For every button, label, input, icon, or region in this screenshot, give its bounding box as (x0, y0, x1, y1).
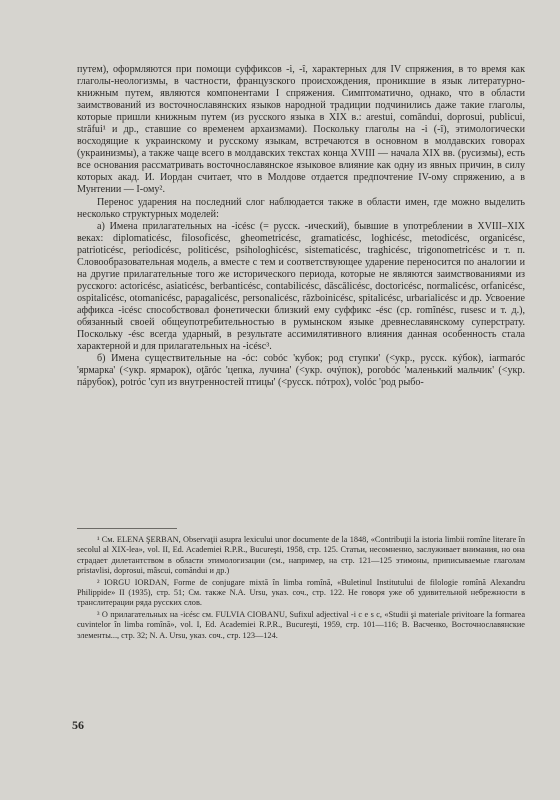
paragraph-4: б) Имена существительные на -óc: cobóc 'кубок; род ступки' (<укр., русск. кýбок), iarmaróc 'ярмарка' (<укр. ярмарок), oţăróc 'цепка, лучина' (<укр. очýпок), porobóc 'маленький мальчик' (<укр. пáрубок), potróc 'суп из внутренностей птицы' (<русск. пóтрох), volóc 'род рыбо- (77, 353, 525, 389)
footnotes (77, 535, 525, 642)
paragraph-3: а) Имена прилагательных на -icésc (= русск. -ический), бывшие в употреблении в XVIII–XIX веках: diplomaticésc, filosoficésc, gheometricésc, gramaticésc, loghicésc, metodicésc, organicésc, patrioticésc, periodicésc, politicésc, psiholoɡhicésc, sistematicésc, traghicésc, trigonometricésc и т. п. Словообразовательная модель, а вместе с тем и соответствующее ударение переносится по аналогии и на другие прилагательные того же исторического периода, которые не являются заимствованиями из русского: actoricésc, asiaticésc, berbanticésc, contabilicésc, dăscălicésc, doctoricésc, normalicésc, orfanicésc, ospitalicésc, otomanicésc, papagalicésc, personalicésc, războinicésc, spitalicésc, urbarialicésc и др. Усвоение аффикса -icésc способствовал фонетически близкий ему суффикс -ésc (ср. romînésc, rusesc и т. д.), обязанный своей общеупотребительностью в румынском языке древнеславянскому суперстрату. Поскольку -ésc всегда ударный, в результате ассимилятивного влияния данная особенность стала характерной и для прилагательных на -icésc³. (77, 220, 525, 353)
main-text (77, 64, 525, 389)
footnote-divider (77, 528, 177, 529)
footnote-2: ² IORGU IORDAN, Forme de conjugare mixtă în limba romînă, «Buletinul Institutului de filologie romînă Alexandru Philippide» II (1935), стр. 51; См. также N.A. Ursu, указ. соч., стр. 122. Не говоря уже об удивительной небрежности в транслитерации ряда русских слов. (77, 577, 525, 608)
paragraph-1: путем), оформляются при помощи суффиксов -i, -î, характерных для IV спряжения, в то время как глаголы-неологизмы, в частности, французского происхождения, проникшие в язык литературно-книжным путем, являются компонентами I спряжения. Симптоматично, однако, что в области заимствований из восточнославянских языков народной традиции подчинились даже такие глаголы, которые пришли книжным путем (из русского языка в XIX в.: arestui, comăndui, doprosui, publicui, străfui¹ и др., ставшие со временем архаизмами). Поскольку глаголы на -i (-î), этимологически восходящие к украинскому и русскому языкам, встречаются в основном в молдавских говорах (украинизмы), а также чаще всего в молдавских текстах конца XVIII — начала XIX вв. (русизмы), есть все основания рассматривать восточнославянское языковое влияние как одну из явных причин, в силу которых акад. И. Иордан считает, что в Молдове отдается предпочтение IV-ому спряжению, а в Мунтении — I-ому². (77, 64, 525, 196)
footnote-1: ¹ См. ELENA ŞERBAN, Observaţii asupra lexicului unor documente de la 1848, «Contribuţii la istoria limbii romîne literare în secolul al XIX-lea», vol. II, Ed. Academiei R.P.R., Bucureşti, 1958, стр. 125. Статьи, несомненно, заслуживает внимания, но она страдает дилетантством в области этимологизации (см., например, на стр. 121—125 этимоны, приписываемые глаголам pristavlisi, doprosui, mâscui, comăndui и др.) (77, 535, 525, 576)
paragraph-2: Перенос ударения на последний слог наблюдается также в области имен, где можно выделить несколько структурных моделей: (77, 196, 525, 220)
footnote-3: ³ О прилагательных на -icésc см. FULVIA CIOBANU, Sufixul adjectival -i c e s c, «Studii şi materiale privitoare la formarea cuvintelor în limba romînă», vol. I, Ed. Academiei R.P.R., Bucureşti, 1959, стр. 101—116; В. Васченко, Восточнославянские элементы..., стр. 32; N. A. Ursu, указ. соч., стр. 123—124. (77, 609, 525, 640)
page-number: 56 (72, 718, 84, 732)
